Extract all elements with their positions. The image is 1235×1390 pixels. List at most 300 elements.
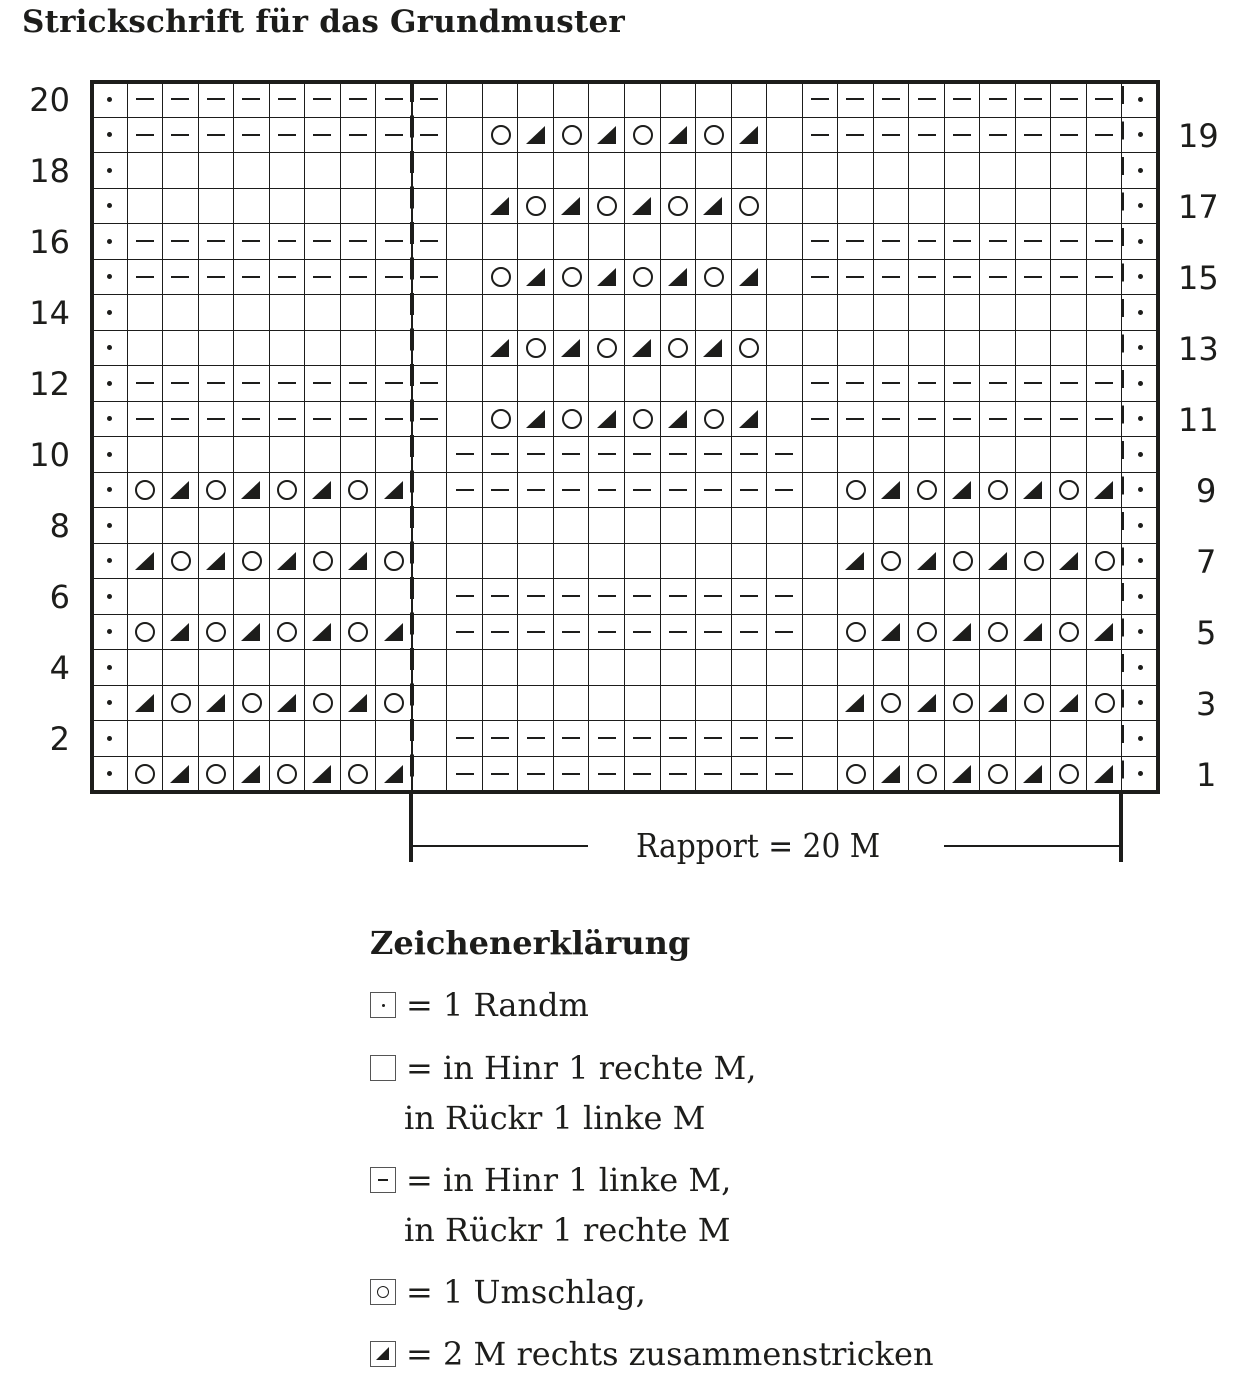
k2tog-cell (909, 686, 945, 722)
knit-cell (305, 650, 341, 686)
purl-cell (874, 366, 910, 402)
edge-stitch-cell (92, 82, 128, 118)
yarn-over-cell (945, 686, 981, 722)
knit-cell (483, 650, 519, 686)
purl-cell (767, 757, 803, 793)
knit-cell (874, 189, 910, 225)
k2tog-icon (370, 1341, 396, 1367)
knit-cell (838, 295, 874, 331)
knit-cell (518, 544, 554, 580)
purl-cell (838, 402, 874, 438)
knit-cell (909, 650, 945, 686)
knit-cell (696, 82, 732, 118)
purl-cell (234, 82, 270, 118)
k2tog-cell (696, 331, 732, 367)
knit-cell (447, 224, 483, 260)
knit-cell (518, 224, 554, 260)
knit-cell (945, 579, 981, 615)
knit-cell (1087, 508, 1123, 544)
purl-cell (589, 473, 625, 509)
legend-title: Zeichenerklärung (370, 924, 691, 962)
yarn-over-cell (1016, 686, 1052, 722)
knit-cell (909, 295, 945, 331)
knit-cell (1016, 189, 1052, 225)
yarn-over-cell (1016, 544, 1052, 580)
purl-cell (234, 402, 270, 438)
knit-cell (589, 224, 625, 260)
knit-cell (483, 544, 519, 580)
knit-cell (376, 579, 412, 615)
knit-cell (447, 508, 483, 544)
purl-cell (1087, 82, 1123, 118)
yarn-over-cell (199, 757, 235, 793)
knit-cell (376, 331, 412, 367)
yarn-over-cell (483, 118, 519, 154)
k2tog-cell (1016, 473, 1052, 509)
yarn-over-cell (874, 544, 910, 580)
knit-cell (341, 189, 377, 225)
purl-cell (199, 118, 235, 154)
purl-cell (625, 473, 661, 509)
knit-cell (163, 721, 199, 757)
k2tog-cell (874, 615, 910, 651)
knit-cell (305, 437, 341, 473)
purl-cell (341, 402, 377, 438)
knit-cell (838, 331, 874, 367)
purl-cell (696, 615, 732, 651)
purl-cell (447, 437, 483, 473)
edge-stitch-cell (92, 544, 128, 580)
yarn-over-cell (980, 615, 1016, 651)
k2tog-cell (1051, 544, 1087, 580)
yarn-over-cell (554, 260, 590, 296)
knit-cell (234, 650, 270, 686)
knit-cell (483, 508, 519, 544)
knit-cell (163, 153, 199, 189)
knit-cell (1087, 650, 1123, 686)
knit-cell (305, 721, 341, 757)
knit-cell (803, 153, 839, 189)
purl-cell (696, 721, 732, 757)
purl-cell (305, 224, 341, 260)
purl-cell (270, 366, 306, 402)
yarn-over-cell (270, 757, 306, 793)
yarn-over-cell (732, 189, 768, 225)
legend-text: = 1 Umschlag, (406, 1273, 646, 1311)
knit-cell (447, 366, 483, 402)
knit-cell (625, 295, 661, 331)
k2tog-cell (199, 686, 235, 722)
knit-cell (803, 721, 839, 757)
purl-cell (518, 579, 554, 615)
knit-cell (767, 402, 803, 438)
yarn-over-cell (589, 331, 625, 367)
purl-cell (234, 118, 270, 154)
purl-cell (980, 260, 1016, 296)
knit-cell (803, 650, 839, 686)
k2tog-cell (376, 757, 412, 793)
k2tog-cell (199, 544, 235, 580)
knit-cell (625, 82, 661, 118)
purl-cell (803, 224, 839, 260)
knit-cell (909, 437, 945, 473)
purl-cell (625, 721, 661, 757)
yarn-over-cell (980, 473, 1016, 509)
knit-cell (163, 189, 199, 225)
legend-item-yarn-over (370, 1267, 646, 1317)
purl-cell (199, 260, 235, 296)
knit-cell (625, 544, 661, 580)
knit-cell (696, 153, 732, 189)
knit-cell (341, 153, 377, 189)
k2tog-cell (376, 615, 412, 651)
row-number-label: 13 (1178, 329, 1219, 368)
yarn-over-cell (1051, 473, 1087, 509)
knit-cell (412, 508, 448, 544)
knit-cell (980, 153, 1016, 189)
purl-cell (661, 437, 697, 473)
knit-cell (447, 118, 483, 154)
k2tog-cell (696, 189, 732, 225)
knit-cell (945, 650, 981, 686)
knit-cell (483, 153, 519, 189)
knit-cell (412, 579, 448, 615)
row-number-label: 10 (29, 436, 70, 474)
purl-cell (1087, 118, 1123, 154)
knit-cell (767, 295, 803, 331)
k2tog-cell (305, 473, 341, 509)
knit-cell (767, 153, 803, 189)
purl-cell (341, 366, 377, 402)
row-number-label: 8 (49, 507, 70, 545)
yarn-over-cell (128, 757, 164, 793)
knit-cell (980, 295, 1016, 331)
knit-cell (412, 650, 448, 686)
k2tog-cell (945, 473, 981, 509)
yarn-over-cell (838, 615, 874, 651)
knit-cell (838, 508, 874, 544)
purl-cell (803, 260, 839, 296)
knit-cell (412, 153, 448, 189)
knit-cell (270, 153, 306, 189)
knit-cell (625, 686, 661, 722)
purl-cell (483, 579, 519, 615)
knit-cell (234, 437, 270, 473)
knit-cell (305, 331, 341, 367)
knit-cell (980, 331, 1016, 367)
edge-stitch-cell (92, 437, 128, 473)
purl-cell (732, 473, 768, 509)
knit-cell (803, 331, 839, 367)
knit-cell (661, 153, 697, 189)
yarn-over-cell (483, 402, 519, 438)
knit-cell (874, 579, 910, 615)
knit-cell (1087, 437, 1123, 473)
knit-cell (874, 721, 910, 757)
purl-cell (305, 402, 341, 438)
edge-stitch-cell (92, 331, 128, 367)
knit-cell (838, 153, 874, 189)
knit-cell (518, 295, 554, 331)
knit-cell (696, 224, 732, 260)
yarn-over-cell (128, 615, 164, 651)
knit-cell (803, 615, 839, 651)
knit-cell (732, 82, 768, 118)
purl-cell (1051, 118, 1087, 154)
purl-cell (341, 82, 377, 118)
knit-cell (980, 189, 1016, 225)
repeat-bracket-right (1119, 792, 1123, 862)
edge-stitch-cell (1122, 686, 1158, 722)
knit-cell (234, 295, 270, 331)
yarn-over-cell (128, 473, 164, 509)
knit-cell (412, 544, 448, 580)
knit-cell (447, 82, 483, 118)
k2tog-cell (980, 544, 1016, 580)
yarn-over-cell (696, 402, 732, 438)
knit-cell (128, 721, 164, 757)
edge-stitch-cell (1122, 118, 1158, 154)
knit-cell (1016, 579, 1052, 615)
knit-cell (1016, 153, 1052, 189)
row-number-label: 16 (29, 223, 70, 261)
purl-cell (767, 579, 803, 615)
edge-stitch-cell (92, 686, 128, 722)
purl-cell (128, 224, 164, 260)
purl-cell (163, 402, 199, 438)
knit-cell (305, 579, 341, 615)
knit-cell (874, 650, 910, 686)
yarn-over-cell (874, 686, 910, 722)
yarn-over-cell (838, 757, 874, 793)
purl-cell (909, 224, 945, 260)
edge-stitch-cell (1122, 437, 1158, 473)
edge-stitch-cell (92, 757, 128, 793)
knit-cell (589, 82, 625, 118)
purl-cell (945, 366, 981, 402)
purl-cell (732, 579, 768, 615)
k2tog-cell (838, 544, 874, 580)
knit-cell (838, 579, 874, 615)
purl-cell (128, 260, 164, 296)
legend-item-edge-stitch (370, 980, 589, 1030)
purl-cell (376, 366, 412, 402)
k2tog-cell (909, 544, 945, 580)
purl-cell (1051, 366, 1087, 402)
knit-cell (589, 366, 625, 402)
repeat-bracket-left (409, 792, 413, 862)
knit-cell (838, 437, 874, 473)
knit-cell (128, 153, 164, 189)
yarn-over-cell (376, 686, 412, 722)
purl-cell (305, 366, 341, 402)
knit-cell (945, 437, 981, 473)
knit-cell (767, 544, 803, 580)
purl-cell (945, 82, 981, 118)
knit-cell (376, 437, 412, 473)
knit-cell (554, 686, 590, 722)
yarn-over-cell (518, 189, 554, 225)
knit-cell (341, 508, 377, 544)
purl-cell (589, 579, 625, 615)
knit-cell (625, 153, 661, 189)
knit-cell (163, 508, 199, 544)
knit-cell (447, 402, 483, 438)
knit-cell (803, 473, 839, 509)
row-number-label: 11 (1178, 400, 1219, 439)
knit-cell (447, 295, 483, 331)
purl-cell (980, 402, 1016, 438)
k2tog-cell (589, 260, 625, 296)
knit-cell (376, 721, 412, 757)
yarn-over-cell (234, 686, 270, 722)
purl-cell (625, 437, 661, 473)
knit-cell (554, 153, 590, 189)
knit-cell (341, 295, 377, 331)
k2tog-cell (341, 544, 377, 580)
yarn-over-cell (838, 473, 874, 509)
knit-cell (554, 650, 590, 686)
k2tog-cell (341, 686, 377, 722)
purl-cell (199, 224, 235, 260)
purl-cell (341, 224, 377, 260)
knit-cell (518, 508, 554, 544)
k2tog-cell (554, 189, 590, 225)
yarn-over-cell (1087, 686, 1123, 722)
knit-cell (767, 118, 803, 154)
knit-cell (838, 189, 874, 225)
knit-cell (874, 508, 910, 544)
knit-cell (909, 721, 945, 757)
edge-stitch-cell (92, 153, 128, 189)
purl-cell (767, 615, 803, 651)
knit-cell (270, 331, 306, 367)
purl-cell (483, 437, 519, 473)
knit-cell (1051, 295, 1087, 331)
edge-stitch-cell (92, 579, 128, 615)
purl-cell (376, 224, 412, 260)
purl-cell (909, 118, 945, 154)
knit-cell (980, 650, 1016, 686)
purl-cell (128, 366, 164, 402)
knit-cell (199, 295, 235, 331)
purl-cell (412, 224, 448, 260)
edge-stitch-cell (92, 366, 128, 402)
yarn-over-cell (1051, 615, 1087, 651)
purl-cell (696, 757, 732, 793)
yarn-over-cell (270, 473, 306, 509)
row-number-label: 12 (29, 365, 70, 403)
knit-cell (803, 757, 839, 793)
knit-cell (234, 331, 270, 367)
knit-cell (270, 721, 306, 757)
yarn-over-cell (199, 473, 235, 509)
yarn-over-cell (554, 118, 590, 154)
purl-cell (661, 721, 697, 757)
knit-cell (447, 686, 483, 722)
purl-cell (270, 118, 306, 154)
knit-cell (945, 721, 981, 757)
row-number-label: 14 (29, 294, 70, 332)
knit-cell (1051, 579, 1087, 615)
edge-stitch-cell (92, 721, 128, 757)
knit-cell (483, 224, 519, 260)
purl-cell (838, 260, 874, 296)
purl-stitch-icon (370, 1167, 396, 1193)
k2tog-cell (945, 615, 981, 651)
knit-cell (412, 295, 448, 331)
knit-cell (341, 650, 377, 686)
purl-cell (554, 437, 590, 473)
purl-cell (483, 757, 519, 793)
knit-cell (803, 437, 839, 473)
knit-cell (1016, 295, 1052, 331)
edge-stitch-cell (1122, 331, 1158, 367)
knit-cell (661, 366, 697, 402)
purl-cell (554, 721, 590, 757)
yarn-over-cell (341, 615, 377, 651)
k2tog-cell (305, 615, 341, 651)
knit-cell (589, 295, 625, 331)
knit-cell (554, 366, 590, 402)
knit-cell (199, 508, 235, 544)
k2tog-cell (234, 757, 270, 793)
knit-cell (1051, 331, 1087, 367)
knit-cell (1087, 153, 1123, 189)
knit-cell (732, 224, 768, 260)
purl-cell (1016, 366, 1052, 402)
knit-cell (1016, 721, 1052, 757)
edge-stitch-cell (1122, 366, 1158, 402)
knit-cell (128, 650, 164, 686)
knit-cell (376, 508, 412, 544)
knit-cell (1087, 295, 1123, 331)
purl-cell (1051, 402, 1087, 438)
edge-stitch-cell (1122, 295, 1158, 331)
knit-cell (412, 189, 448, 225)
edge-stitch-cell (1122, 721, 1158, 757)
purl-cell (1087, 260, 1123, 296)
knit-cell (767, 366, 803, 402)
knit-cell (661, 544, 697, 580)
edge-stitch-cell (1122, 224, 1158, 260)
yarn-over-cell (945, 544, 981, 580)
row-number-label: 9 (1196, 471, 1217, 510)
knit-cell (732, 508, 768, 544)
knit-cell (199, 189, 235, 225)
purl-cell (234, 366, 270, 402)
k2tog-cell (163, 473, 199, 509)
knit-cell (554, 224, 590, 260)
knit-cell (980, 437, 1016, 473)
k2tog-cell (661, 260, 697, 296)
yarn-over-cell (909, 473, 945, 509)
edge-stitch-cell (1122, 153, 1158, 189)
chart-grid (92, 82, 1158, 792)
row-number-label: 5 (1196, 613, 1217, 652)
purl-cell (305, 118, 341, 154)
yarn-over-cell (234, 544, 270, 580)
knit-cell (412, 437, 448, 473)
knit-cell (767, 260, 803, 296)
legend-item-k2tog (370, 1329, 934, 1379)
purl-cell (838, 366, 874, 402)
knit-cell (163, 437, 199, 473)
knit-cell (874, 331, 910, 367)
yarn-over-icon (370, 1279, 396, 1305)
knit-cell (696, 295, 732, 331)
purl-cell (732, 721, 768, 757)
